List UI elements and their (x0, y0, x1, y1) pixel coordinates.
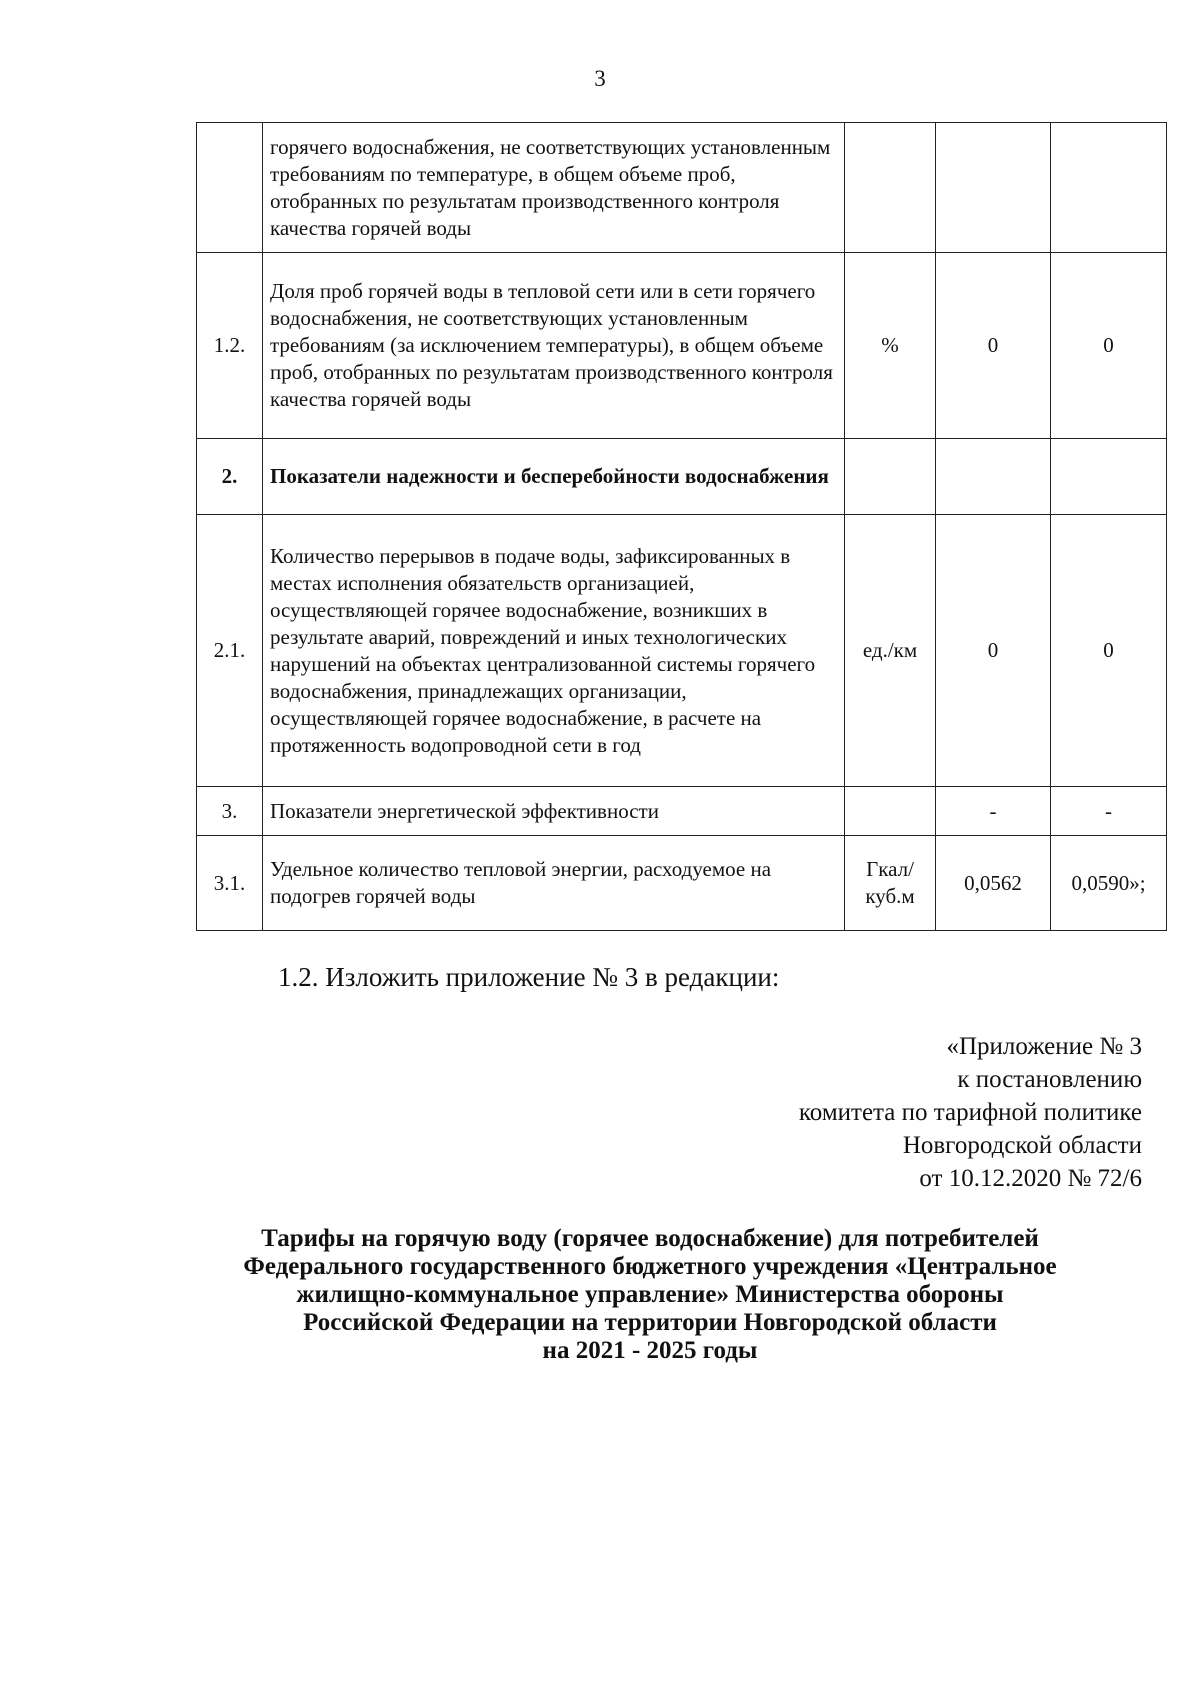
value-cell-1 (936, 439, 1051, 515)
row-number: 2.1. (197, 515, 263, 787)
value-cell-1: 0 (936, 515, 1051, 787)
section-heading: Показатели энергетической эффективности (263, 787, 845, 836)
title-line: жилищно-коммунальное управление» Министерства обороны (296, 1281, 1004, 1308)
table-row (197, 787, 1167, 836)
page-number: 3 (594, 66, 606, 91)
unit-cell: % (845, 253, 936, 439)
title-line: на 2021 - 2025 годы (542, 1337, 758, 1364)
table-row (197, 439, 1167, 515)
row-number (197, 123, 263, 253)
table-row (197, 253, 1167, 439)
section-heading: Показатели надежности и бесперебойности водоснабжения (263, 439, 845, 515)
table-row (197, 123, 1167, 253)
appendix-line: к постановлению (957, 1066, 1142, 1093)
row-number: 2. (197, 439, 263, 515)
title-line: Федерального государственного бюджетного учреждения «Центральное (243, 1253, 1057, 1280)
row-number: 3.1. (197, 836, 263, 931)
unit-cell: Гкал/ куб.м (845, 836, 936, 931)
row-number: 3. (197, 787, 263, 836)
unit-cell (845, 123, 936, 253)
value-cell-1 (936, 123, 1051, 253)
value-cell-2 (1051, 439, 1167, 515)
unit-cell (845, 439, 936, 515)
tariff-title (150, 1225, 1150, 1365)
indicator-name: Количество перерывов в подаче воды, зафиксированных в местах исполнения обязательств организацией, осуществляющей горячее водоснабжение, возникших в результате аварий, повреждений и иных технологических нарушений на объектах централизованной системы горячего водоснабжения, принадлежащих организации, осуществляющей горячее водоснабжение, в расчете на протяженность водопроводной сети в год (263, 515, 845, 787)
row-number: 1.2. (197, 253, 263, 439)
appendix-line: «Приложение № 3 (946, 1033, 1142, 1060)
amendment-paragraph: 1.2. Изложить приложение № 3 в редакции: (278, 962, 780, 992)
value-cell-2: 0 (1051, 253, 1167, 439)
appendix-line: Новгородской области (902, 1132, 1142, 1159)
value-cell-2: 0,0590»; (1051, 836, 1167, 931)
indicator-name: горячего водоснабжения, не соответствующих установленным требованиям по температуре, в общем объеме проб, отобранных по результатам производственного контроля качества горячей воды (263, 123, 845, 253)
table-row (197, 515, 1167, 787)
appendix-line: комитета по тарифной политике (798, 1099, 1142, 1126)
title-line: Российской Федерации на территории Новгородской области (303, 1309, 997, 1336)
unit-cell (845, 787, 936, 836)
value-cell-2: 0 (1051, 515, 1167, 787)
value-cell-2 (1051, 123, 1167, 253)
value-cell-1: 0,0562 (936, 836, 1051, 931)
appendix-line: от 10.12.2020 № 72/6 (919, 1165, 1142, 1192)
indicators-table (196, 122, 1167, 931)
value-cell-1: - (936, 787, 1051, 836)
table-row (197, 836, 1167, 931)
indicator-name: Удельное количество тепловой энергии, расходуемое на подогрев горячей воды (263, 836, 845, 931)
unit-cell: ед./км (845, 515, 936, 787)
value-cell-2: - (1051, 787, 1167, 836)
indicator-name: Доля проб горячей воды в тепловой сети или в сети горячего водоснабжения, не соответствующих установленным требованиям (за исключением температуры), в общем объеме проб, отобранных по результатам производственного контроля качества горячей воды (263, 253, 845, 439)
appendix-reference (799, 1030, 1142, 1195)
title-line: Тарифы на горячую воду (горячее водоснабжение) для потребителей (261, 1225, 1039, 1252)
value-cell-1: 0 (936, 253, 1051, 439)
